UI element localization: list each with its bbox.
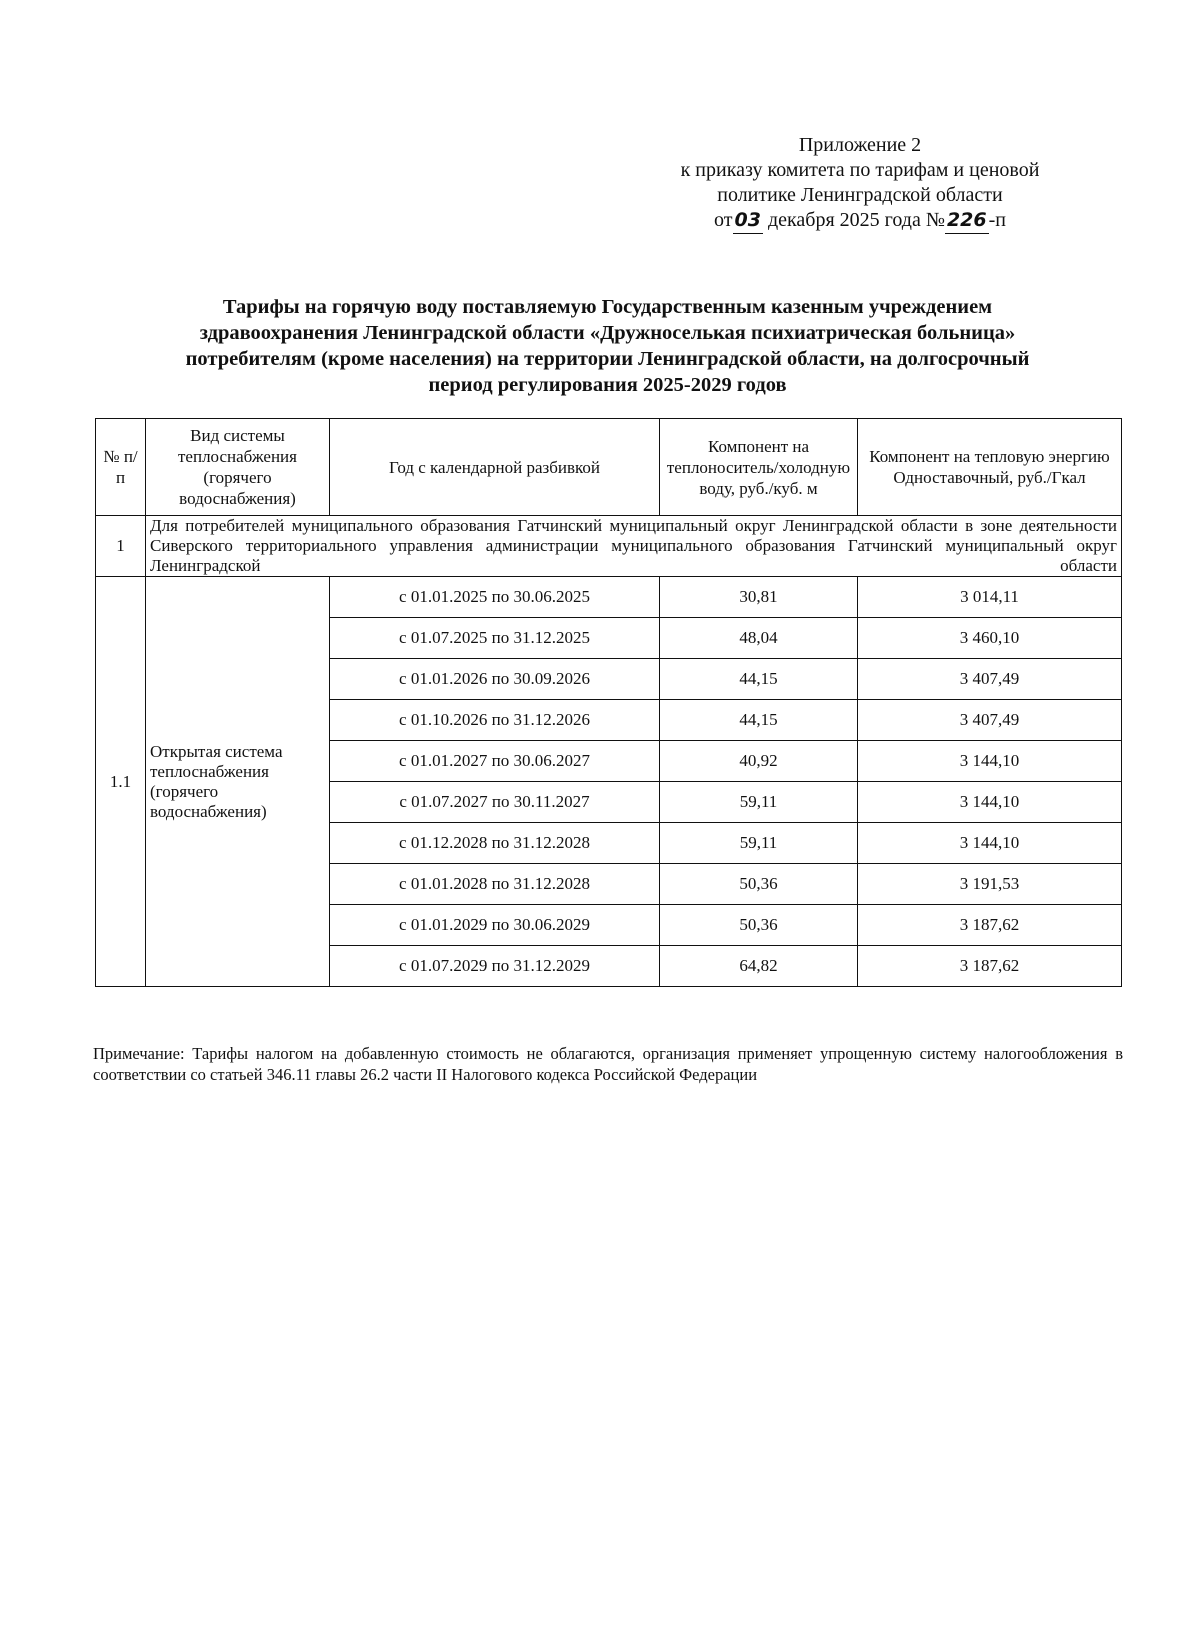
handwritten-day: 03: [733, 208, 763, 234]
period-cell: с 01.07.2027 по 30.11.2027: [330, 782, 660, 823]
handwritten-order-number: 226: [945, 208, 989, 234]
system-type: Открытая система теплоснабжения (горячего водоснабжения): [146, 577, 330, 987]
header-period: Год с календарной разбивкой: [330, 419, 660, 516]
period-cell: с 01.07.2025 по 31.12.2025: [330, 618, 660, 659]
date-prefix: от: [714, 209, 733, 231]
order-line-2: политике Ленинградской области: [717, 184, 1003, 206]
title-line-2: здравоохранения Ленинградской области «Дружноселькая психиатрическая больница»: [199, 322, 1016, 344]
order-date-line: [600, 208, 1120, 234]
period-cell: с 01.01.2026 по 30.09.2026: [330, 659, 660, 700]
table-row: [96, 577, 1122, 618]
heat-component-cell: 3 460,10: [858, 618, 1122, 659]
water-component-cell: 44,15: [660, 659, 858, 700]
heat-component-cell: 3 014,11: [858, 577, 1122, 618]
period-cell: с 01.12.2028 по 31.12.2028: [330, 823, 660, 864]
header-component-water: Компонент на теплоноситель/холодную воду, руб./куб. м: [660, 419, 858, 516]
header-component-heat: Компонент на тепловую энергию Одноставочный, руб./Гкал: [858, 419, 1122, 516]
footnote: Примечание: Тарифы налогом на добавленную стоимость не облагаются, организация применяет упрощенную систему налогообложения в соответствии со статьей 346.11 главы 26.2 части II Налогового кодекса Российской Федерации: [93, 1044, 1123, 1084]
order-line-1: к приказу комитета по тарифам и ценовой: [680, 159, 1040, 181]
appendix-title: Приложение 2: [798, 134, 922, 156]
title-line-4: период регулирования 2025-2029 годов: [428, 374, 787, 396]
title-line-3: потребителям (кроме населения) на территории Ленинградской области, на долгосрочный: [185, 348, 1030, 370]
tariff-table: [95, 418, 1122, 987]
subgroup-num: 1.1: [96, 577, 146, 987]
period-cell: с 01.01.2028 по 31.12.2028: [330, 864, 660, 905]
heat-component-cell: 3 187,62: [858, 905, 1122, 946]
table-header-row: [96, 419, 1122, 516]
document-title: [95, 294, 1120, 398]
water-component-cell: 40,92: [660, 741, 858, 782]
water-component-cell: 59,11: [660, 823, 858, 864]
period-cell: с 01.01.2029 по 30.06.2029: [330, 905, 660, 946]
water-component-cell: 50,36: [660, 905, 858, 946]
period-cell: с 01.10.2026 по 31.12.2026: [330, 700, 660, 741]
water-component-cell: 44,15: [660, 700, 858, 741]
heat-component-cell: 3 144,10: [858, 823, 1122, 864]
heat-component-cell: 3 407,49: [858, 700, 1122, 741]
heat-component-cell: 3 191,53: [858, 864, 1122, 905]
appendix-header: [600, 133, 1120, 234]
water-component-cell: 59,11: [660, 782, 858, 823]
period-cell: с 01.07.2029 по 31.12.2029: [330, 946, 660, 987]
water-component-cell: 30,81: [660, 577, 858, 618]
period-cell: с 01.01.2027 по 30.06.2027: [330, 741, 660, 782]
heat-component-cell: 3 144,10: [858, 782, 1122, 823]
date-rest: декабря 2025 года №: [767, 209, 945, 231]
water-component-cell: 48,04: [660, 618, 858, 659]
header-system: Вид системы теплоснабжения (горячего водоснабжения): [146, 419, 330, 516]
heat-component-cell: 3 407,49: [858, 659, 1122, 700]
group-description: Для потребителей муниципального образования Гатчинский муниципальный округ Ленинградской области в зоне деятельности Сиверского территориального управления администрации муниципального образования Гатчинский муниципальный округ Ленинградской области: [146, 516, 1122, 577]
water-component-cell: 64,82: [660, 946, 858, 987]
group-row: [96, 516, 1122, 577]
title-line-1: Тарифы на горячую воду поставляемую Государственным казенным учреждением: [222, 296, 993, 318]
order-suffix: -п: [988, 209, 1006, 231]
period-cell: с 01.01.2025 по 30.06.2025: [330, 577, 660, 618]
group-num: 1: [96, 516, 146, 577]
water-component-cell: 50,36: [660, 864, 858, 905]
header-num: № п/п: [96, 419, 146, 516]
heat-component-cell: 3 187,62: [858, 946, 1122, 987]
heat-component-cell: 3 144,10: [858, 741, 1122, 782]
